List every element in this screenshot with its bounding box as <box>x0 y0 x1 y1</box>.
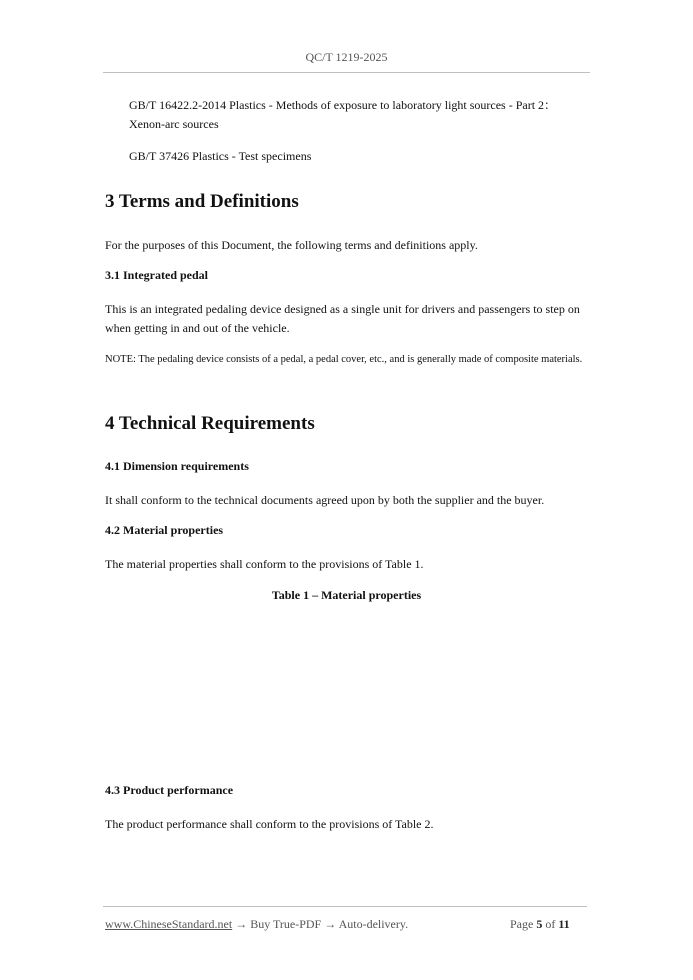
reference-item: GB/T 16422.2-2014 Plastics - Methods of exposure to laboratory light sources - Part 2： Xenon-arc sources <box>129 98 557 131</box>
note: NOTE: The pedaling device consists of a pedal, a pedal cover, etc., and is generally made of composite materials. <box>105 354 583 365</box>
subsection-heading: 4.1 Dimension requirements <box>105 459 249 473</box>
footer-promo: → Buy True-PDF → Auto-delivery. <box>232 917 409 931</box>
paragraph: This is an integrated pedaling device designed as a single unit for drivers and passengers to step on when getting in and out of the vehicle. <box>105 302 580 335</box>
footer-divider <box>103 906 587 907</box>
section-heading: 3 Terms and Definitions <box>105 191 299 212</box>
running-header: QC/T 1219-2025 <box>305 50 388 64</box>
reference-item: GB/T 37426 Plastics - Test specimens <box>129 149 312 163</box>
total-pages: 11 <box>558 917 570 931</box>
of-label: of <box>545 917 556 931</box>
page-label: Page <box>510 917 534 931</box>
header-divider <box>103 72 590 73</box>
subsection-heading: 4.2 Material properties <box>105 523 224 537</box>
paragraph: The material properties shall conform to the provisions of Table 1. <box>105 557 424 571</box>
paragraph: It shall conform to the technical documents agreed upon by both the supplier and the buyer. <box>105 493 545 507</box>
current-page: 5 <box>536 917 543 931</box>
page-number <box>510 917 570 932</box>
section-heading: 4 Technical Requirements <box>105 413 315 434</box>
paragraph: The product performance shall conform to the provisions of Table 2. <box>105 817 434 831</box>
table-caption: Table 1 – Material properties <box>271 588 422 602</box>
paragraph: For the purposes of this Document, the following terms and definitions apply. <box>105 238 478 252</box>
subsection-heading: 4.3 Product performance <box>105 783 234 797</box>
footer-left <box>105 917 408 932</box>
site-link[interactable]: www.ChineseStandard.net <box>105 917 233 931</box>
subsection-heading: 3.1 Integrated pedal <box>105 268 208 282</box>
